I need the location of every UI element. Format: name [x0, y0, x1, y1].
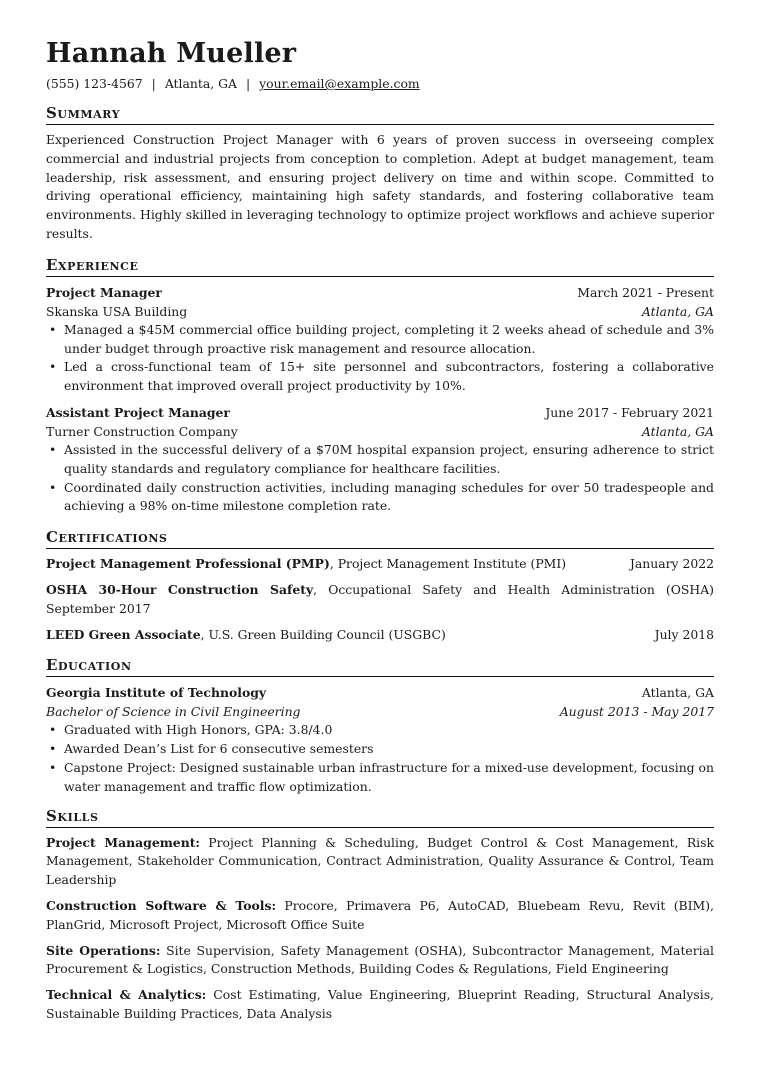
job-company: Turner Construction Company	[46, 423, 238, 439]
list-item: • Assisted in the successful delivery of a $70M hospital expansion project, ensuring adherence to strict quality standards and regulatory compliance for healthcare facilities.	[46, 441, 714, 479]
job-location: Atlanta, GA	[641, 423, 714, 439]
school-name: Georgia Institute of Technology	[46, 685, 267, 701]
certification-text	[46, 555, 630, 574]
skill-label: Technical & Analytics:	[46, 987, 207, 1003]
section-title-summary: Summary	[46, 104, 714, 125]
job-bullets	[46, 441, 714, 516]
job-entry	[46, 403, 714, 516]
skill-label: Site Operations:	[46, 942, 161, 958]
contact-line	[46, 76, 714, 92]
degree: Bachelor of Science in Civil Engineering	[46, 704, 301, 720]
education-dates: August 2013 - May 2017	[559, 704, 714, 720]
certification-issuer: , Project Management Institute (PMI)	[329, 556, 567, 572]
list-item: • Managed a $45M commercial office building project, completing it 2 weeks ahead of schedule and 3% under budget through proactive risk management and resource allocation.	[46, 321, 714, 359]
certification-name: OSHA 30-Hour Construction Safety	[46, 581, 314, 597]
list-item: • Graduated with High Honors, GPA: 3.8/4.0	[46, 721, 714, 740]
skill-items: Site Supervision, Safety Management (OSHA), Subcontractor Management, Material Procurement & Logistics, Construction Methods, Building Codes & Regulations, Field Engineering	[46, 942, 714, 977]
section-title-education: Education	[46, 656, 714, 677]
separator: |	[151, 76, 156, 91]
section-title-certifications: Certifications	[46, 528, 714, 549]
job-role: Assistant Project Manager	[46, 404, 230, 420]
certification-issuer: , U.S. Green Building Council (USGBC)	[200, 626, 446, 642]
job-role: Project Manager	[46, 284, 162, 300]
section-title-experience: Experience	[46, 256, 714, 277]
certification-name: LEED Green Associate	[46, 626, 201, 642]
phone-number: (555) 123-4567	[46, 76, 143, 91]
certification-item	[46, 555, 714, 574]
skill-label: Construction Software & Tools:	[46, 897, 277, 913]
skill-group	[46, 942, 714, 980]
school-location: Atlanta, GA	[641, 685, 714, 701]
list-item: • Led a cross-functional team of 15+ site personnel and subcontractors, fostering a collaborative environment that improved overall project productivity by 10%.	[46, 358, 714, 396]
list-item: • Capstone Project: Designed sustainable urban infrastructure for a mixed-use development, focusing on water management and traffic flow optimization.	[46, 759, 714, 797]
skill-items: Procore, Primavera P6, AutoCAD, Bluebeam Revu, Revit (BIM), PlanGrid, Microsoft Project, Microsoft Office Suite	[46, 897, 714, 932]
location: Atlanta, GA	[164, 76, 237, 91]
email-link[interactable]: your.email@example.com	[259, 76, 420, 91]
job-subheader	[46, 422, 714, 441]
list-item: • Awarded Dean’s List for 6 consecutive semesters	[46, 740, 714, 759]
skill-items: Project Planning & Scheduling, Budget Control & Cost Management, Risk Management, Stakeholder Communication, Contract Administration, Quality Assurance & Control, Team Leadership	[46, 834, 715, 888]
summary-text: Experienced Construction Project Manager with 6 years of proven success in overseeing complex commercial and industrial projects from conception to completion. Adept at budget management, team leadership, risk assessment, and ensuring project delivery on time and within scope. Committed to driving operational efficiency, maintaining high safety standards, and fostering collaborative team environments. Highly skilled in leveraging technology to optimize project workflows and achieve superior results.	[46, 132, 714, 241]
job-header	[46, 403, 714, 422]
skill-label: Project Management:	[46, 834, 201, 850]
skill-group	[46, 986, 714, 1024]
job-location: Atlanta, GA	[641, 303, 714, 319]
skill-items: Cost Estimating, Value Engineering, Blueprint Reading, Structural Analysis, Sustainable Building Practices, Data Analysis	[46, 987, 714, 1021]
education-bullets	[46, 721, 714, 796]
job-dates: March 2021 - Present	[577, 284, 714, 300]
job-bullets	[46, 321, 714, 396]
job-subheader	[46, 302, 714, 321]
job-dates: June 2017 - February 2021	[545, 404, 714, 420]
certification-name: Project Management Professional (PMP)	[46, 556, 330, 572]
skill-group	[46, 834, 714, 890]
certification-date: July 2018	[654, 626, 714, 642]
certification-issuer: , Occupational Safety and Health Administration (OSHA)	[313, 581, 714, 597]
certification-item	[46, 626, 714, 645]
job-header	[46, 283, 714, 302]
job-entry	[46, 283, 714, 396]
education-header	[46, 683, 714, 702]
candidate-name: Hannah Mueller	[46, 38, 297, 69]
certification-item	[46, 581, 714, 619]
certification-date: September 2017	[46, 600, 151, 616]
separator: |	[245, 76, 251, 91]
education-subheader	[46, 702, 714, 721]
skill-group	[46, 897, 714, 935]
certification-date: January 2022	[629, 556, 714, 572]
list-item: • Coordinated daily construction activities, including managing schedules for over 50 tradespeople and achieving a 98% on-time milestone completion rate.	[46, 479, 714, 517]
section-title-skills: Skills	[46, 807, 714, 828]
job-company: Skanska USA Building	[46, 303, 188, 319]
certification-text	[46, 626, 655, 645]
